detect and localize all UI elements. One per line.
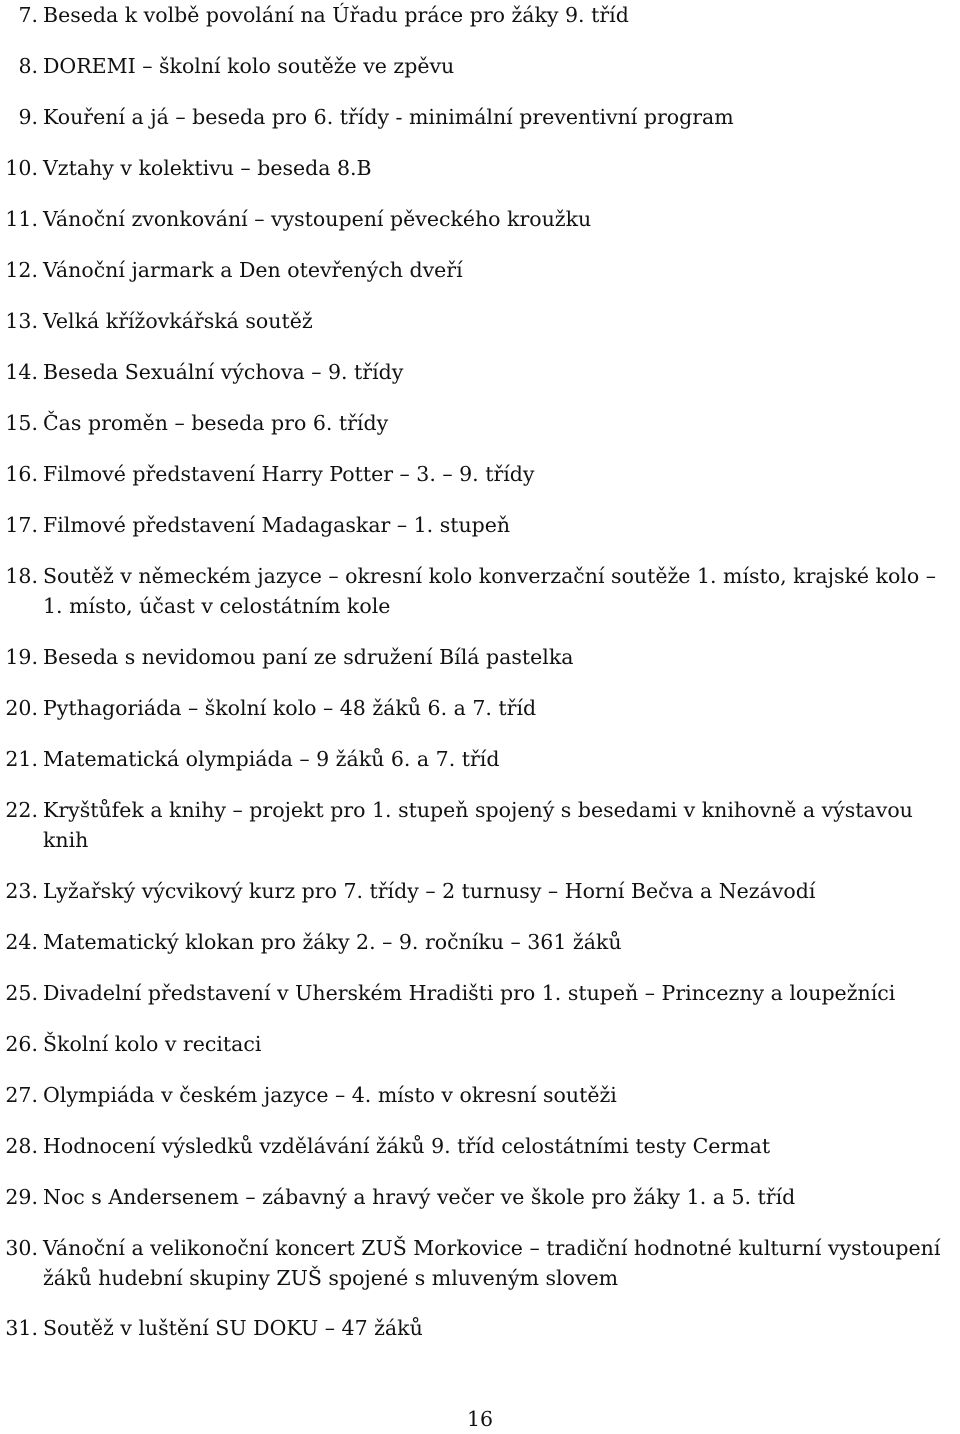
item-number: 25. <box>5 981 38 1005</box>
item-text: Matematická olympiáda – 9 žáků 6. a 7. tříd <box>43 747 500 771</box>
item-number: 12. <box>5 258 38 282</box>
item-number: 11. <box>5 207 38 231</box>
item-text: Divadelní představení v Uherském Hradišti pro 1. stupeň – Princezny a loupežníci <box>43 981 896 1005</box>
item-text: Olympiáda v českém jazyce – 4. místo v okresní soutěži <box>43 1083 617 1107</box>
item-text: Beseda Sexuální výchova – 9. třídy <box>43 360 404 384</box>
item-text: Vánoční zvonkování – vystoupení pěveckého kroužku <box>43 207 592 231</box>
item-text: Pythagoriáda – školní kolo – 48 žáků 6. a 7. tříd <box>43 696 537 720</box>
item-number: 8. <box>18 54 38 78</box>
item-text: Hodnocení výsledků vzdělávání žáků 9. tříd celostátními testy Cermat <box>43 1134 771 1158</box>
item-text: Beseda s nevidomou paní ze sdružení Bílá pastelka <box>43 645 574 669</box>
item-text: Školní kolo v recitaci <box>43 1032 262 1056</box>
item-text: Filmové představení Harry Potter – 3. – 9. třídy <box>43 462 535 486</box>
item-number: 9. <box>18 105 38 129</box>
item-text: Lyžařský výcvikový kurz pro 7. třídy – 2 turnusy – Horní Bečva a Nezávodí <box>43 879 816 903</box>
item-text: Noc s Andersenem – zábavný a hravý večer ve škole pro žáky 1. a 5. tříd <box>43 1185 796 1209</box>
item-number: 26. <box>5 1032 38 1056</box>
item-text: Kouření a já – beseda pro 6. třídy - minimální preventivní program <box>43 105 734 129</box>
item-number: 24. <box>5 930 38 954</box>
item-number: 14. <box>5 360 38 384</box>
item-number: 21. <box>5 747 38 771</box>
item-text: Filmové představení Madagaskar – 1. stupeň <box>43 513 511 537</box>
item-text: Vánoční jarmark a Den otevřených dveří <box>43 258 463 282</box>
item-number: 22. <box>5 798 38 822</box>
item-text: Velká křížovkářská soutěž <box>43 309 313 333</box>
item-number: 15. <box>5 411 38 435</box>
item-text: Čas proměn – beseda pro 6. třídy <box>43 411 389 435</box>
item-number: 13. <box>5 309 38 333</box>
item-text: Soutěž v německém jazyce – okresní kolo konverzační soutěže 1. místo, krajské kolo – 1. místo, účast v celostátním kole <box>43 564 936 618</box>
item-number: 7. <box>18 3 38 27</box>
item-text: Kryštůfek a knihy – projekt pro 1. stupeň spojený s besedami v knihovně a výstavou knih <box>43 798 913 852</box>
item-text: Beseda k volbě povolání na Úřadu práce pro žáky 9. tříd <box>43 3 629 27</box>
item-number: 20. <box>5 696 38 720</box>
item-number: 30. <box>5 1236 38 1260</box>
item-number: 29. <box>5 1185 38 1209</box>
item-number: 23. <box>5 879 38 903</box>
item-text: Matematický klokan pro žáky 2. – 9. ročníku – 361 žáků <box>43 930 622 954</box>
item-text: DOREMI – školní kolo soutěže ve zpěvu <box>43 54 455 78</box>
item-number: 27. <box>5 1083 38 1107</box>
item-text: Vánoční a velikonoční koncert ZUŠ Morkovice – tradiční hodnotné kulturní vystoupení žáků hudební skupiny ZUŠ spojené s mluveným slovem <box>43 1236 941 1290</box>
item-text: Vztahy v kolektivu – beseda 8.B <box>43 156 372 180</box>
item-number: 19. <box>5 645 38 669</box>
item-number: 16. <box>5 462 38 486</box>
item-number: 17. <box>5 513 38 537</box>
item-number: 28. <box>5 1134 38 1158</box>
page-number: 16 <box>466 1407 494 1431</box>
item-number: 18. <box>5 564 38 588</box>
item-text: Soutěž v luštění SU DOKU – 47 žáků <box>43 1316 423 1340</box>
item-number: 31. <box>5 1316 38 1340</box>
item-number: 10. <box>5 156 38 180</box>
